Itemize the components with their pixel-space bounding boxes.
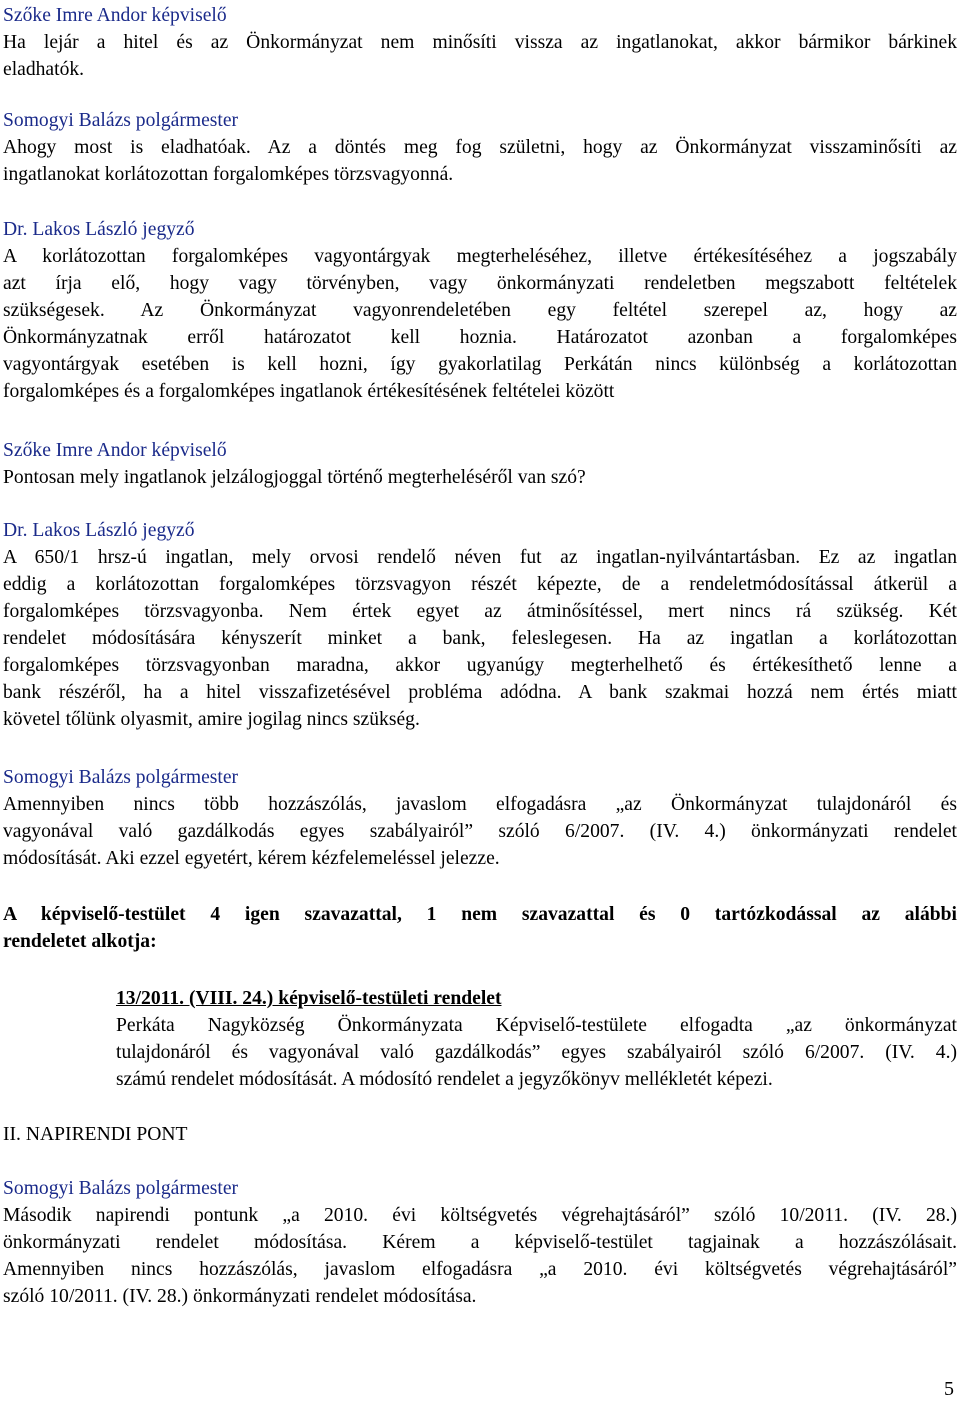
speech-block <box>3 216 957 405</box>
text-line: forgalomképes és a forgalomképes ingatlanok értékesítésének feltételei között <box>3 381 615 402</box>
speech-block <box>3 2 957 83</box>
text-line: vagyontárgyak esetében is kell hozni, így gyakorlatilag Perkátán nincs különbség a korlátozottan <box>3 354 957 375</box>
heading-text: II. NAPIRENDI PONT <box>3 1124 188 1145</box>
text-line: rendeletet alkotja: <box>3 931 157 952</box>
page-number: 5 <box>944 1378 954 1400</box>
text-line: Pontosan mely ingatlanok jelzálogjoggal történő megterheléséről van szó? <box>3 467 586 488</box>
text-line: eddig a korlátozottan forgalomképes törzsvagyon részét képezte, de a rendeletmódosítással átkerül a <box>3 574 957 595</box>
agenda-heading <box>3 1121 957 1148</box>
text-line: Második napirendi pontunk „a 2010. évi költségvetés végrehajtásáról” szóló 10/2011. (IV. 28.) <box>3 1205 957 1226</box>
speech-block <box>3 107 957 188</box>
speaker-name: Dr. Lakos László jegyző <box>3 520 195 541</box>
text-line: forgalomképes törzsvagyonban maradna, akkor ugyanúgy megterhelhető és értékesíthető lenne a <box>3 655 957 676</box>
decree-block <box>116 985 957 1093</box>
text-line: módosítását. Aki ezzel egyetért, kérem kézfelemeléssel jelezze. <box>3 848 500 869</box>
speaker-name: Somogyi Balázs polgármester <box>3 767 239 788</box>
speech-block <box>3 1175 957 1310</box>
text-line: bank részéről, ha a hitel visszafizetésével probléma adódna. A bank szakmai hozzá nem értés miatt <box>3 682 957 703</box>
speech-block <box>3 437 957 491</box>
speech-block <box>3 764 957 872</box>
text-line: szóló 10/2011. (IV. 28.) önkormányzati rendelet módosítása. <box>3 1286 477 1307</box>
text-line: Amennyiben nincs hozzászólás, javaslom elfogadásra „a 2010. évi költségvetés végrehajtásáról” <box>3 1259 957 1280</box>
text-line: forgalomképes törzsvagyonba. Nem értek egyet az átminősítéssel, mert nincs rá szükség. Két <box>3 601 957 622</box>
text-line: Ahogy most is eladhatóak. Az a döntés meg fog születni, hogy az Önkormányzat visszaminősíti az <box>3 137 957 158</box>
text-line: követel tőlünk olyasmit, amire jogilag nincs szükség. <box>3 709 420 730</box>
decree-title: 13/2011. (VIII. 24.) képviselő-testületi rendelet <box>116 988 502 1009</box>
text-line: számú rendelet módosítását. A módosító rendelet a jegyzőkönyv mellékletét képezi. <box>116 1069 773 1090</box>
text-line: tulajdonáról és vagyonával való gazdálkodás” egyes szabályairól szóló 6/2007. (IV. 4.) <box>116 1042 957 1063</box>
speaker-name: Szőke Imre Andor képviselő <box>3 440 227 461</box>
text-line: eladhatók. <box>3 59 85 80</box>
text-line: azt írja elő, hogy vagy törvényben, vagy önkormányzati rendeletben megszabott feltételek <box>3 273 957 294</box>
speaker-name: Somogyi Balázs polgármester <box>3 1178 239 1199</box>
text-line: önkormányzati rendelet módosítása. Kérem a képviselő-testület tagjainak a hozzászólásait. <box>3 1232 957 1253</box>
text-line: Önkormányzatnak erről határozatot kell hoznia. Határozatot azonban a forgalomképes <box>3 327 957 348</box>
text-line: rendelet módosítására kényszerít minket a bank, feleslegesen. Ha az ingatlan a korlátozottan <box>3 628 957 649</box>
text-line: A képviselő-testület 4 igen szavazattal, 1 nem szavazattal és 0 tartózkodással az alábbi <box>3 904 957 925</box>
speaker-name: Somogyi Balázs polgármester <box>3 110 239 131</box>
text-line: szükségesek. Az Önkormányzat vagyonrendeletében egy feltétel szerepel az, hogy az <box>3 300 957 321</box>
vote-result <box>3 901 957 955</box>
speaker-name: Dr. Lakos László jegyző <box>3 219 195 240</box>
speaker-name: Szőke Imre Andor képviselő <box>3 5 227 26</box>
text-line: A 650/1 hrsz-ú ingatlan, mely orvosi rendelő néven fut az ingatlan-nyilvántartásban. Ez az ingatlan <box>3 547 957 568</box>
text-line: ingatlanokat korlátozottan forgalomképes törzsvagyonná. <box>3 164 454 185</box>
text-line: A korlátozottan forgalomképes vagyontárgyak megterheléséhez, illetve értékesítéséhez a jogszabály <box>3 246 957 267</box>
text-line: vagyonával való gazdálkodás egyes szabályairól” szóló 6/2007. (IV. 4.) önkormányzati rendelet <box>3 821 957 842</box>
speech-block <box>3 517 957 733</box>
text-line: Ha lejár a hitel és az Önkormányzat nem minősíti vissza az ingatlanokat, akkor bármikor bárkinek <box>3 32 957 53</box>
text-line: Amennyiben nincs több hozzászólás, javaslom elfogadásra „az Önkormányzat tulajdonáról és <box>3 794 957 815</box>
text-line: Perkáta Nagyközség Önkormányzata Képviselő-testülete elfogadta „az önkormányzat <box>116 1015 957 1036</box>
